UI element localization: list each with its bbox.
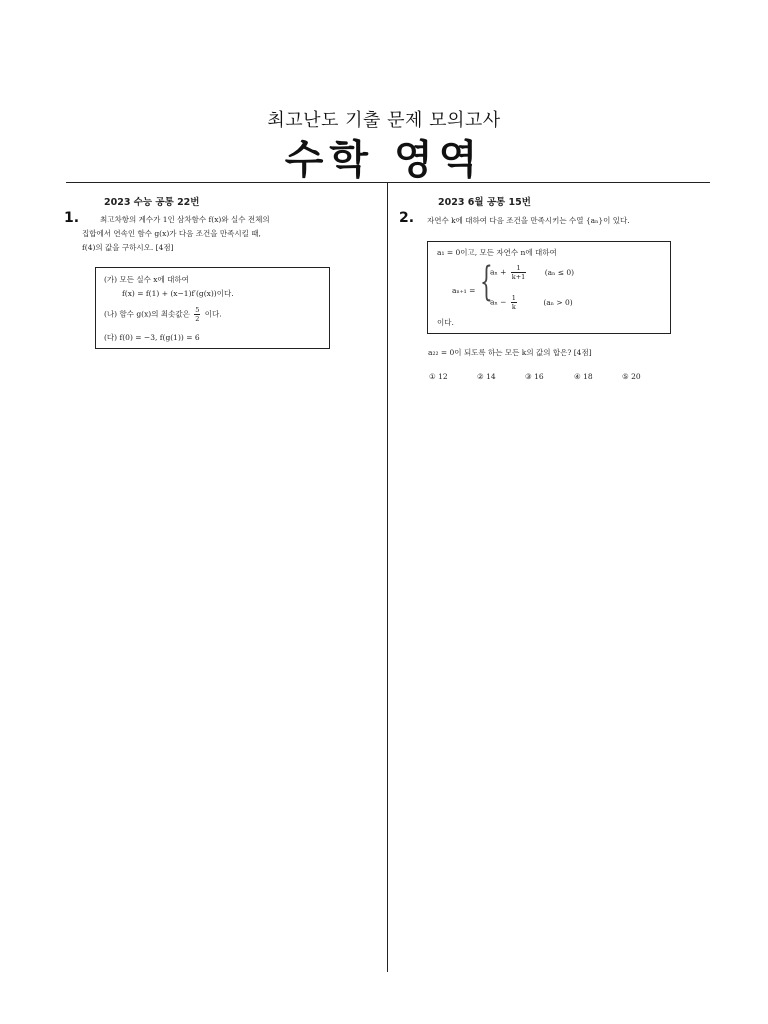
q2-recurrence-lhs: aₙ₊₁ = [452,286,476,295]
q1-cond-a-label: (가) 모든 실수 x에 대하여 [104,275,189,284]
q2-case1-num: 1 [511,264,527,273]
q2-case1-fraction [511,264,527,281]
q1-cond-b-pre: (나) 함수 g(x)의 최솟값은 [104,309,190,319]
header-divider [66,182,710,183]
q2-case2-num: 1 [511,294,516,302]
q2-case2-fraction [511,294,517,311]
choice-2[interactable]: ② 14 [477,372,496,381]
q1-number: 1. [64,210,80,226]
q2-case1-pre: aₙ + [490,267,507,277]
q2-brace: { [480,259,493,305]
q1-condition-box [95,267,330,349]
exam-subtitle: 최고난도 기출 문제 모의고사 [267,110,501,131]
choice-1[interactable]: ① 12 [429,372,448,381]
q2-source: 2023 6월 공통 15번 [438,197,531,208]
q2-case2 [490,294,573,311]
exam-title: 수학 영역 [284,137,484,183]
q1-cond-b-post: 이다. [204,309,222,319]
q2-stem: 자연수 k에 대하여 다음 조건을 만족시키는 수열 {aₙ}이 있다. [427,216,630,225]
choice-4[interactable]: ④ 18 [574,372,593,381]
q1-cond-b-num: 5 [195,306,200,314]
q2-case1-cond: (aₙ ≤ 0) [544,267,575,277]
q2-box-line1: a₁ = 0이고, 모든 자연수 n에 대하여 [437,248,557,257]
q2-case2-den: k [511,303,516,311]
q2-box-end: 이다. [437,318,454,327]
choice-5[interactable]: ⑤ 20 [622,372,641,381]
q2-number: 2. [399,210,415,226]
q1-cond-b-den: 2 [195,315,200,323]
q1-cond-c: (다) f(0) = −3, f(g(1)) = 6 [104,333,200,342]
q1-cond-a-eq: f(x) = f(1) + (x−1)f′(g(x))이다. [122,289,234,298]
q2-case2-cond: (aₙ > 0) [543,297,573,307]
q1-source: 2023 수능 공통 22번 [104,197,200,208]
q2-question: a₂₂ = 0이 되도록 하는 모든 k의 값의 합은? [4점] [428,348,592,357]
q2-case1 [490,264,574,281]
q1-cond-b-fraction [194,306,200,323]
q2-case1-den: k+1 [511,273,526,281]
choice-3[interactable]: ③ 16 [525,372,544,381]
q1-stem-line3: f(4)의 값을 구하시오. [4점] [82,243,174,252]
q2-case2-pre: aₙ − [490,297,507,307]
q2-condition-box [427,241,671,334]
q1-stem-line1: 최고차항의 계수가 1인 삼차함수 f(x)와 실수 전체의 [100,215,270,224]
column-divider [387,182,388,972]
q1-cond-b [104,306,222,323]
q1-stem-line2: 집합에서 연속인 함수 g(x)가 다음 조건을 만족시킬 때, [82,229,261,238]
